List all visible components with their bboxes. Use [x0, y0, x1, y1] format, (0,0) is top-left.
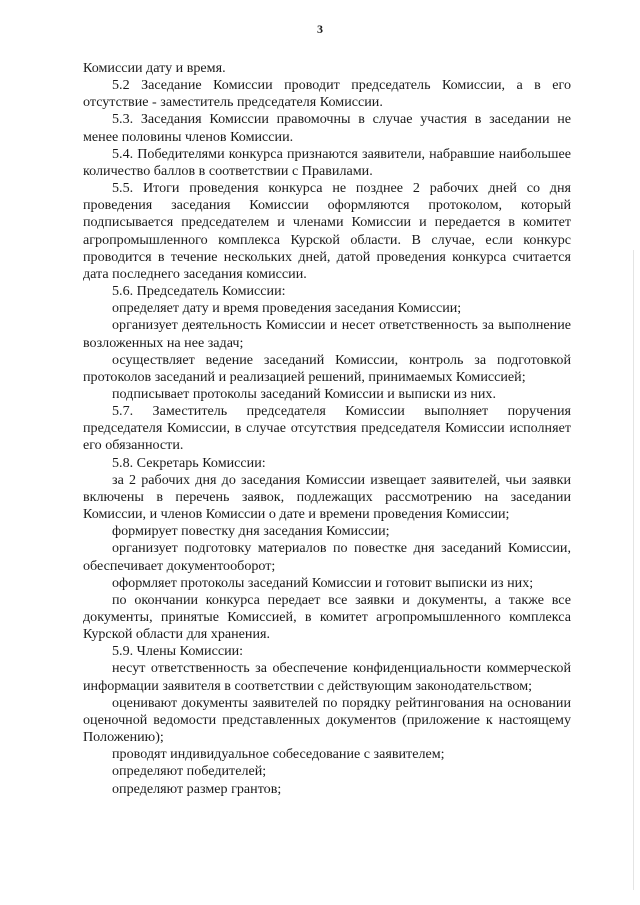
member-duty-item: определяют размер грантов;	[112, 780, 282, 797]
paragraph-5-2: 5.2 Заседание Комиссии проводит председатель Комиссии, а в его отсутствие - заместитель председателя Комиссии.	[83, 77, 571, 111]
member-duty-item: несут ответственность за обеспечение конфиденциальности коммерческой информации заявителя в соответствии с действующим законодательством;	[83, 660, 571, 694]
paragraph-5-9-heading: 5.9. Члены Комиссии:	[112, 643, 244, 660]
member-duty-item: определяют победителей;	[112, 763, 267, 780]
secretary-duty-item: за 2 рабочих дня до заседания Комиссии извещает заявителей, чьи заявки включены в перечень заявок, подлежащих рассмотрению на заседании Комиссии, и членов Комиссии о дате и времени проведения Комиссии;	[83, 471, 571, 523]
paragraph-5-6-heading: 5.6. Председатель Комиссии:	[112, 283, 286, 300]
paragraph-5-5: 5.5. Итоги проведения конкурса не позднее 2 рабочих дней со дня проведения заседания Комиссии оформляются протоколом, который подписывается председателем и членами Комиссии и передается в комитет агропромышленного комплекса Курской области. В случае, если конкурс проводится в течение нескольких дней, датой проведения конкурса считается дата последнего заседания комиссии.	[83, 180, 571, 282]
paragraph-5-4: 5.4. Победителями конкурса признаются заявители, набравшие наибольшее количество баллов в соответствии с Правилами.	[83, 145, 571, 179]
member-duty-item: проводят индивидуальное собеседование с заявителем;	[112, 746, 445, 763]
scan-edge-line	[633, 250, 634, 890]
secretary-duty-item: организует подготовку материалов по повестке дня заседаний Комиссии, обеспечивает документооборот;	[83, 540, 571, 574]
secretary-duty-item: формирует повестку дня заседания Комиссии;	[112, 523, 390, 540]
chair-duty-item: осуществляет ведение заседаний Комиссии, контроль за подготовкой протоколов заседаний и реализацией решений, принимаемых Комиссией;	[83, 351, 571, 385]
chair-duty-item: организует деятельность Комиссии и несет ответственность за выполнение возложенных на нее задач;	[83, 317, 571, 351]
paragraph-5-8-heading: 5.8. Секретарь Комиссии:	[112, 454, 266, 471]
chair-duty-item: определяет дату и время проведения заседания Комиссии;	[112, 300, 462, 317]
paragraph-continuation: Комиссии дату и время.	[83, 60, 226, 76]
document-body	[83, 60, 571, 798]
member-duty-item: оценивают документы заявителей по порядку рейтингования на основании оценочной ведомости представленных документов (приложение к настоящему Положению);	[83, 694, 571, 746]
page-number: 3	[317, 22, 323, 36]
chair-duty-item: подписывает протоколы заседаний Комиссии и выписки из них.	[112, 385, 496, 402]
paragraph-5-3: 5.3. Заседания Комиссии правомочны в случае участия в заседании не менее половины членов Комиссии.	[83, 111, 571, 145]
secretary-duty-item: по окончании конкурса передает все заявки и документы, а также все документы, принятые Комиссией, в комитет агропромышленного комплекса Курской области для хранения.	[83, 591, 571, 643]
paragraph-5-7: 5.7. Заместитель председателя Комиссии выполняет поручения председателя Комиссии, в случае отсутствия председателя Комиссии исполняет его обязанности.	[83, 403, 571, 454]
secretary-duty-item: оформляет протоколы заседаний Комиссии и готовит выписки из них;	[112, 574, 534, 591]
